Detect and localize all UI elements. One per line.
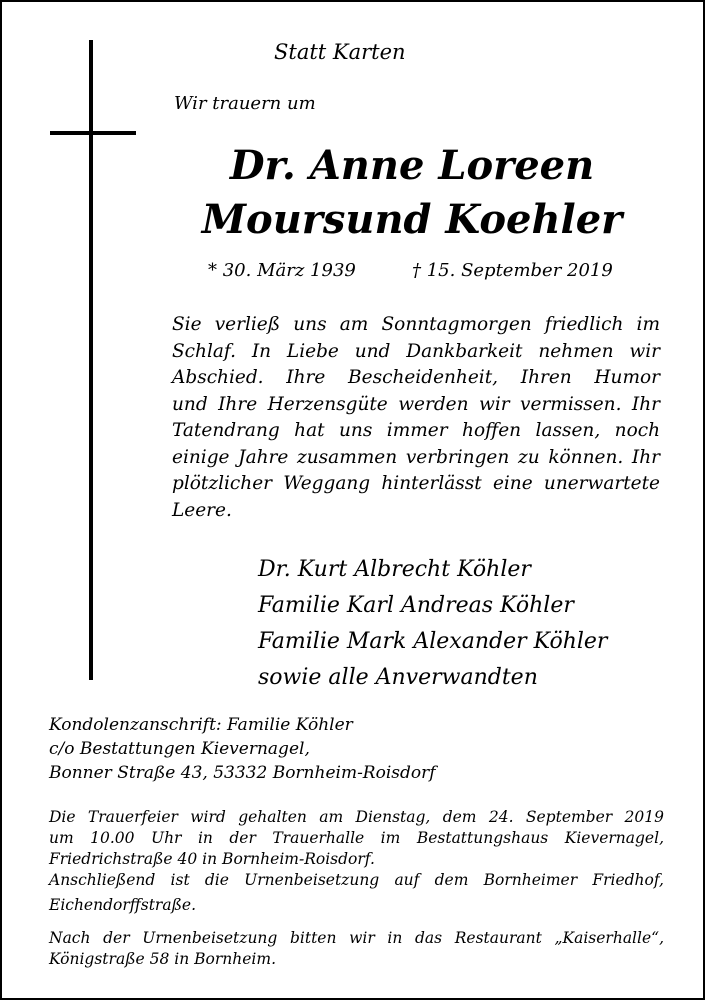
funeral-info-line: um 10.00 Uhr in der Trauerhalle im Bestattungshaus Kievernagel,: [49, 829, 664, 847]
message-line: einige Jahre zusammen verbringen zu können. Ihr: [172, 446, 660, 468]
mourner-name: sowie alle Anverwandten: [258, 665, 538, 690]
cross-icon-vertical: [89, 40, 93, 680]
funeral-info: [49, 807, 664, 916]
reception-info-line: Nach der Urnenbeisetzung bitten wir in das Restaurant „Kaiserhalle“,: [49, 929, 664, 947]
condolence-address-line: c/o Bestattungen Kievernagel,: [49, 739, 310, 759]
deceased-name-line1: Dr. Anne Loreen: [229, 142, 595, 189]
message-line: plötzlicher Weggang hinterlässt eine unerwartete: [172, 473, 660, 494]
message-line: Sie verließ uns am Sonntagmorgen friedlich im: [172, 314, 660, 335]
farewell-message: [172, 312, 660, 524]
message-line: und Ihre Herzensgüte werden wir vermissen. Ihr: [172, 393, 660, 415]
mourner-name: Dr. Kurt Albrecht Köhler: [258, 557, 531, 582]
message-line: Abschied. Ihre Bescheidenheit, Ihren Humor: [172, 367, 660, 388]
funeral-info-line: Eichendorffstraße.: [49, 896, 197, 914]
reception-info-line: Königstraße 58 in Bornheim.: [49, 950, 277, 968]
condolence-address-line: Bonner Straße 43, 53332 Bornheim-Roisdorf: [49, 763, 436, 783]
condolence-address-line: Kondolenzanschrift: Familie Köhler: [49, 715, 353, 735]
message-line: Schlaf. In Liebe und Dankbarkeit nehmen wir: [172, 340, 660, 362]
deceased-name-line2: Moursund Koehler: [201, 196, 623, 243]
intro-text: Wir trauern um: [174, 93, 316, 114]
reception-info: [49, 928, 664, 970]
death-date: † 15. September 2019: [412, 260, 613, 281]
birth-date: * 30. März 1939: [208, 260, 356, 281]
notice-heading: Statt Karten: [274, 40, 406, 64]
message-line: Tatendrang hat uns immer hoffen lassen, noch: [172, 420, 660, 441]
mourner-name: Familie Mark Alexander Köhler: [258, 629, 608, 654]
cross-icon-horizontal: [50, 131, 136, 135]
mourner-name: Familie Karl Andreas Köhler: [258, 593, 574, 618]
message-line: Leere.: [172, 499, 232, 521]
funeral-info-line: Die Trauerfeier wird gehalten am Dienstag, dem 24. September 2019: [49, 808, 664, 826]
funeral-info-line: Friedrichstraße 40 in Bornheim-Roisdorf.: [49, 850, 375, 868]
funeral-info-line: Anschließend ist die Urnenbeisetzung auf dem Bornheimer Friedhof,: [49, 871, 664, 889]
